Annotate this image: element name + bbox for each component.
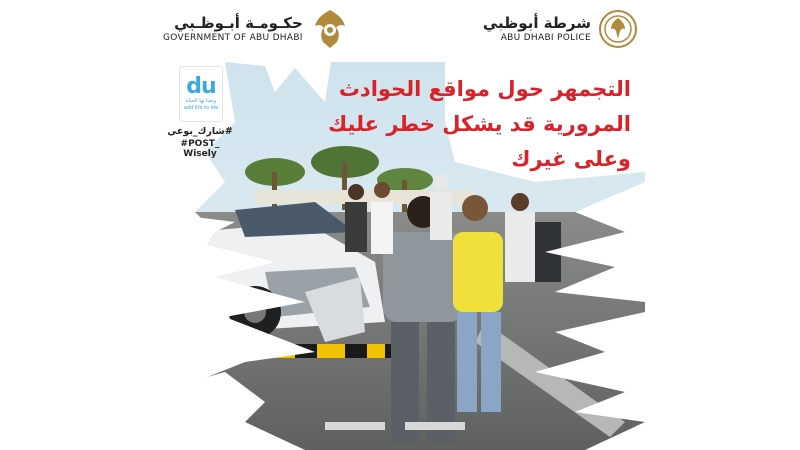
headline-line-2: المرورية قد يشكل خطر عليك — [327, 112, 631, 136]
du-tagline-english: add life to life — [183, 105, 219, 111]
du-brand-mark: du — [186, 74, 216, 99]
government-logo-english: GOVERNMENT OF ABU DHABI — [163, 33, 303, 43]
header-bar — [155, 0, 645, 62]
campaign-headline — [301, 72, 631, 177]
du-tagline-arabic: وتحيا بها الحياة — [185, 98, 217, 104]
police-logo-english: ABU DHABI POLICE — [500, 33, 591, 43]
government-logo-arabic: حكـومـة أبـوظـبي — [174, 14, 303, 32]
headline-line-1: التجمهر حول مواقع الحوادث — [338, 77, 631, 101]
awareness-poster — [155, 0, 645, 450]
abu-dhabi-police-badge-icon — [599, 8, 637, 50]
du-sponsor-logo — [179, 66, 223, 122]
headline-line-3: وعلى غيرك — [511, 147, 631, 171]
hashtag-arabic: #شارك_بوعي — [167, 126, 233, 137]
government-logo — [163, 8, 349, 50]
police-logo — [483, 8, 637, 50]
police-logo-arabic: شرطة أبوظبي — [482, 14, 591, 32]
hashtag-english: #POST_ Wisely — [180, 139, 220, 159]
abu-dhabi-falcon-emblem-icon — [311, 8, 349, 50]
